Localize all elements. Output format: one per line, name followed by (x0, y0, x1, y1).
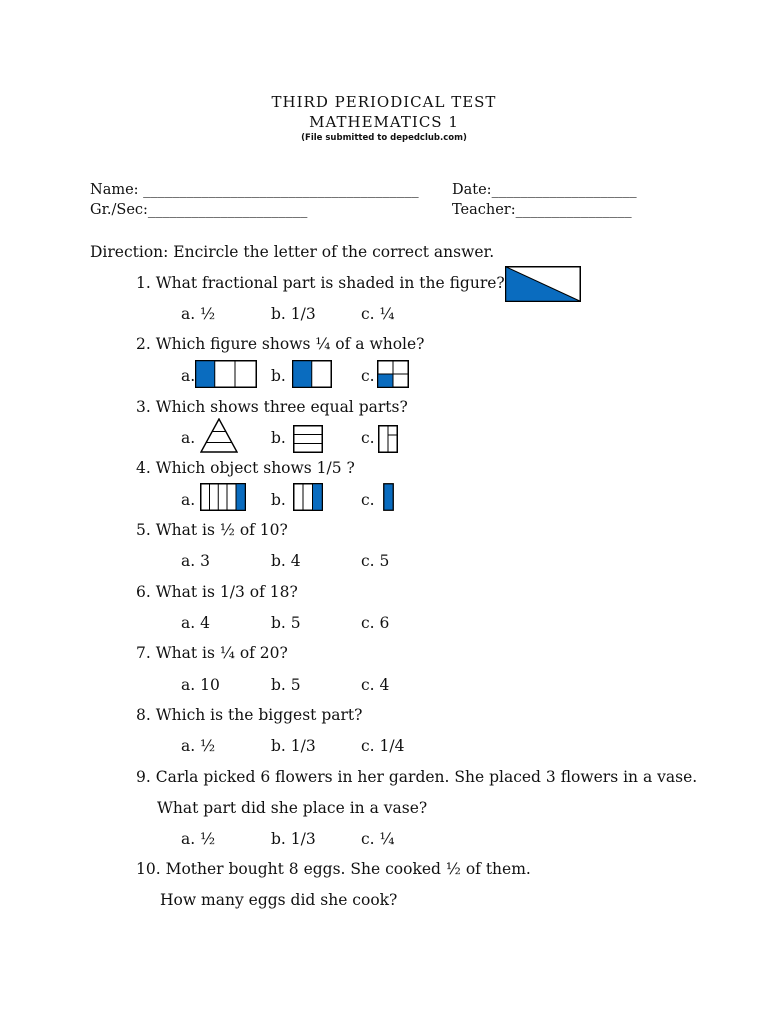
question-4: 4. Which object shows 1/5 ? (136, 459, 355, 477)
rectangle-halves-figure (292, 360, 332, 388)
q5-option-b[interactable]: b. 4 (271, 552, 301, 570)
question-8: 8. Which is the biggest part? (136, 706, 363, 724)
subject-title: MATHEMATICS 1 (309, 113, 459, 131)
q6-option-a[interactable]: a. 4 (181, 614, 210, 632)
q2-option-b[interactable]: b. (271, 367, 286, 385)
q8-option-a[interactable]: a. ½ (181, 737, 216, 755)
grade-section-field: Gr./Sec:______________________ (90, 202, 308, 218)
rectangle-three-rows-figure (293, 425, 323, 453)
rectangle-fifths-figure (200, 483, 246, 511)
q1-option-a[interactable]: a. ½ (181, 305, 216, 323)
q2-option-a[interactable]: a. (181, 367, 196, 385)
q3-option-c[interactable]: c. (361, 429, 375, 447)
q5-option-a[interactable]: a. 3 (181, 552, 210, 570)
q1-option-c[interactable]: c. ¼ (361, 305, 395, 323)
square-quarters-figure (377, 360, 409, 388)
q3-option-b[interactable]: b. (271, 429, 286, 447)
q5-option-c[interactable]: c. 5 (361, 552, 390, 570)
direction-text: Direction: Encircle the letter of the correct answer. (90, 243, 495, 261)
q2-option-c[interactable]: c. (361, 367, 375, 385)
q9-option-a[interactable]: a. ½ (181, 830, 216, 848)
question-2: 2. Which figure shows ¼ of a whole? (136, 335, 425, 353)
single-bar-figure (383, 483, 394, 511)
q9-option-c[interactable]: c. ¼ (361, 830, 395, 848)
shaded-triangle-figure (505, 266, 581, 302)
q3-option-a[interactable]: a. (181, 429, 196, 447)
question-7: 7. What is ¼ of 20? (136, 644, 288, 662)
teacher-field: Teacher:________________ (452, 202, 632, 218)
question-5: 5. What is ½ of 10? (136, 521, 288, 539)
source-note: (File submitted to depedclub.com) (301, 133, 467, 143)
question-9: 9. Carla picked 6 flowers in her garden. She placed 3 flowers in a vase. (136, 768, 698, 786)
q4-option-a[interactable]: a. (181, 491, 196, 509)
rectangle-thirds-shaded-figure (293, 483, 323, 511)
question-10: 10. Mother bought 8 eggs. She cooked ½ of them. (136, 860, 531, 878)
q6-option-b[interactable]: b. 5 (271, 614, 301, 632)
question-9-continued: What part did she place in a vase? (157, 799, 428, 817)
question-10-continued: How many eggs did she cook? (160, 891, 398, 909)
question-6: 6. What is 1/3 of 18? (136, 583, 298, 601)
q8-option-b[interactable]: b. 1/3 (271, 737, 316, 755)
date-field: Date:____________________ (452, 182, 637, 198)
triangle-parts-figure (200, 418, 238, 454)
q6-option-c[interactable]: c. 6 (361, 614, 390, 632)
q4-option-b[interactable]: b. (271, 491, 286, 509)
q7-option-c[interactable]: c. 4 (361, 676, 390, 694)
question-3: 3. Which shows three equal parts? (136, 398, 408, 416)
q9-option-b[interactable]: b. 1/3 (271, 830, 316, 848)
q7-option-a[interactable]: a. 10 (181, 676, 220, 694)
q4-option-c[interactable]: c. (361, 491, 375, 509)
rectangle-thirds-figure (195, 360, 257, 388)
q7-option-b[interactable]: b. 5 (271, 676, 301, 694)
test-title: THIRD PERIODICAL TEST (271, 93, 497, 111)
rectangle-unequal-figure (378, 425, 398, 453)
question-1: 1. What fractional part is shaded in the figure? (136, 274, 505, 292)
q1-option-b[interactable]: b. 1/3 (271, 305, 316, 323)
q8-option-c[interactable]: c. 1/4 (361, 737, 405, 755)
name-field: Name: ______________________________________ (90, 182, 419, 198)
